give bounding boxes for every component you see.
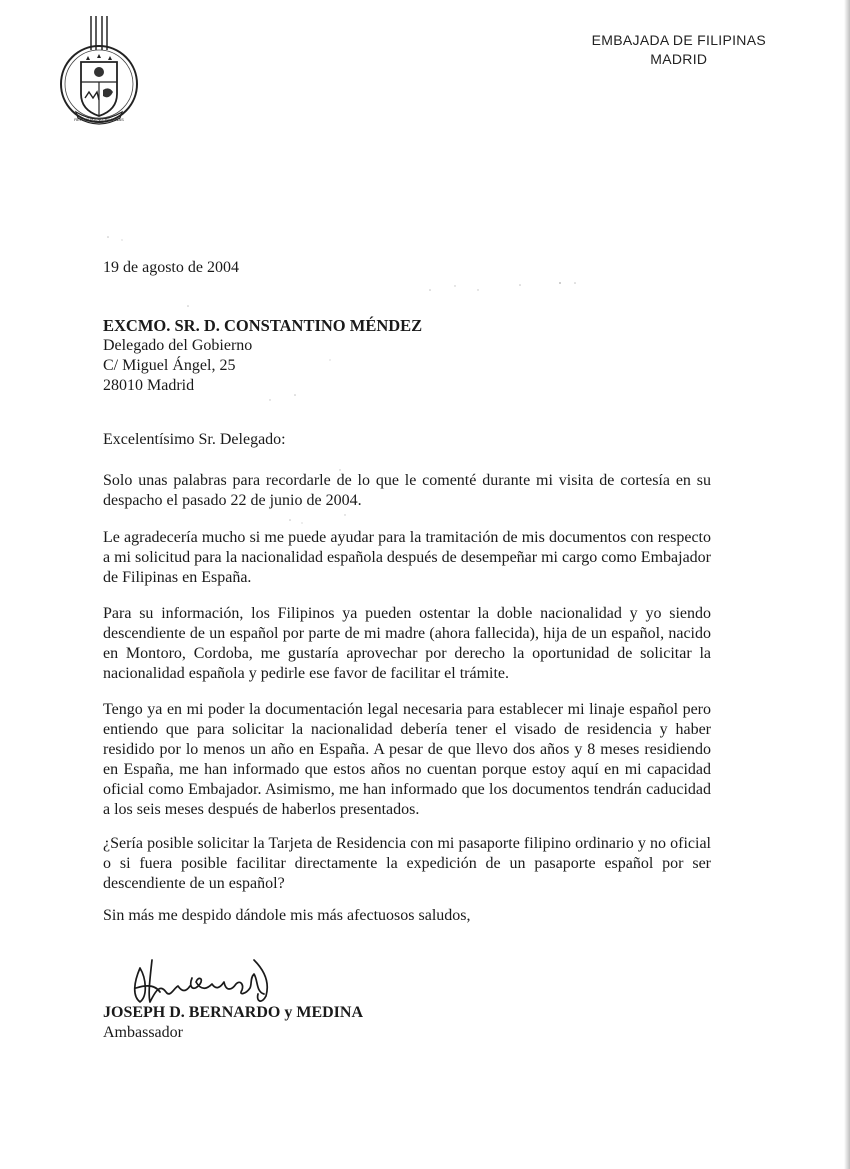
recipient-title: Delegado del Gobierno xyxy=(103,337,253,354)
body-paragraph-2: Le agradecería mucho si me puede ayudar para la tramitación de mis documentos con respecto a mi solicitud para la nacionalidad española después de desempeñar mi cargo como Embajador de Filipinas en España. xyxy=(103,529,711,586)
signature-block xyxy=(103,1003,363,1043)
recipient-address xyxy=(103,316,422,396)
salutation: Excelentísimo Sr. Delegado: xyxy=(103,431,286,448)
body-paragraph-4: Tengo ya en mi poder la documentación legal necesaria para establecer mi linaje español pero entiendo que para solicitar la nacionalidad debería tener el visado de residencia y haber residido por lo menos un año en España. A pesar de que llevo dos años y 8 meses residiendo en España, me han informado que estos años no cuentan porque estoy aquí en mi capacidad oficial como Embajador. Asimismo, me han informado que los documentos tendrán caducidad a los seis meses después de haberlos presentados. xyxy=(103,701,711,818)
body-paragraph-1: Solo unas palabras para recordarle de lo que le comenté durante mi visita de cortesía en su despacho el pasado 22 de junio de 2004. xyxy=(103,472,711,509)
philippine-seal-icon xyxy=(58,14,140,132)
letterhead xyxy=(592,31,766,69)
closing-line: Sin más me despido dándole mis más afectuosos saludos, xyxy=(103,907,471,924)
letter-date: 19 de agosto de 2004 xyxy=(103,259,239,276)
signatory-name: JOSEPH D. BERNARDO y MEDINA xyxy=(103,1004,364,1021)
seal-ribbon-text: REPUBLIKA NG PILIPINAS xyxy=(74,117,124,122)
body-paragraph-3: Para su información, los Filipinos ya pueden ostentar la doble nacionalidad y yo siendo descendiente de un español por parte de mi madre (ahora fallecida), hija de un español, nacido en Montoro, Cordoba, me gustaría aprovechar por derecho la oportunidad de solicitar la nacionalidad española y pedirle ese favor de facilitar el trámite. xyxy=(103,605,711,682)
handwritten-signature xyxy=(126,948,286,1010)
recipient-street: C/ Miguel Ángel, 25 xyxy=(103,357,236,374)
recipient-city: 28010 Madrid xyxy=(103,377,195,394)
letterhead-city: MADRID xyxy=(650,51,708,67)
body-paragraph-5: ¿Sería posible solicitar la Tarjeta de Residencia con mi pasaporte filipino ordinario y no oficial o si fuera posible facilitar directamente la expedición de un pasaporte español por ser descendiente de un español? xyxy=(103,835,711,892)
scan-edge-shadow xyxy=(844,0,850,1169)
signatory-title: Ambassador xyxy=(103,1024,183,1041)
recipient-name: EXCMO. SR. D. CONSTANTINO MÉNDEZ xyxy=(103,316,423,335)
letterhead-embassy: EMBAJADA DE FILIPINAS xyxy=(591,32,766,48)
